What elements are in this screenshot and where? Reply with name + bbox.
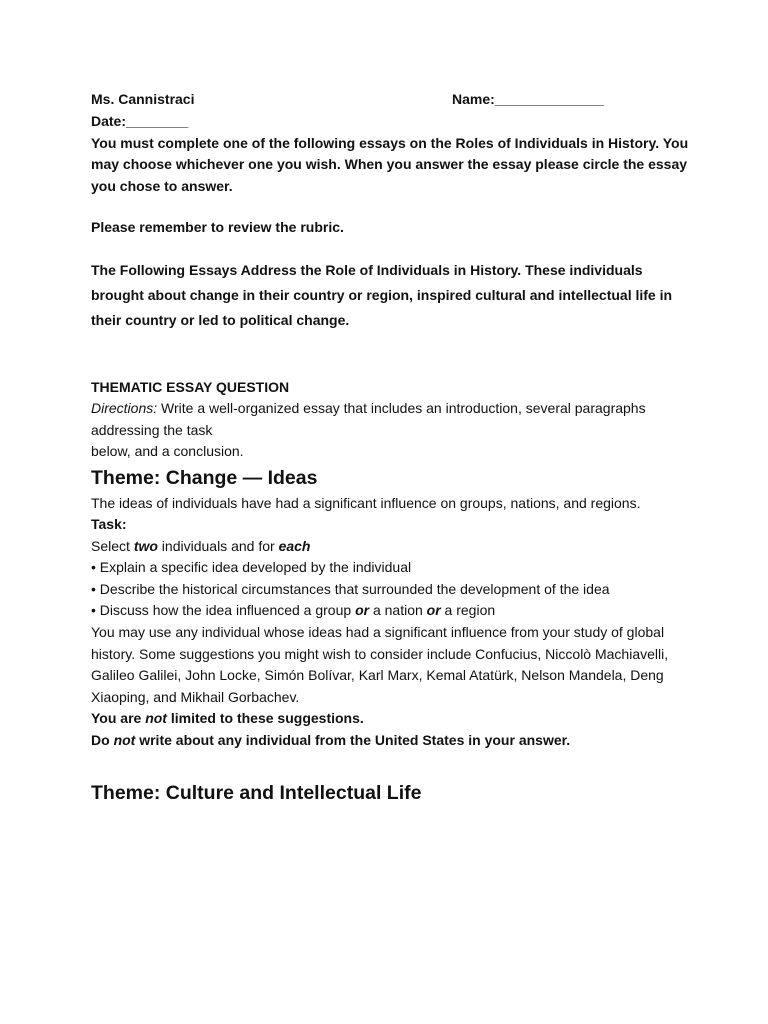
not-limited-note — [91, 708, 691, 730]
do-not-emphasis: not — [113, 732, 136, 749]
directions-label: Directions: — [91, 400, 158, 416]
essay-instructions: You must complete one of the following essays on the Roles of Individuals in History. You may choose whichever one you wish. When you answer the essay please circle the essay you chose to answer. — [91, 134, 689, 194]
date-field: Date:________ — [91, 113, 189, 129]
task-select-text-2: individuals and for — [157, 537, 279, 554]
thematic-essay-heading: THEMATIC ESSAY QUESTION — [91, 378, 290, 395]
not-limited-text-2: limited to these suggestions. — [166, 710, 364, 727]
task-bullet-discuss — [91, 600, 691, 622]
theme-culture-intellectual-title: Theme: Culture and Intellectual Life — [91, 781, 422, 804]
task-select-line — [91, 536, 691, 558]
theme-change-ideas-title: Theme: Change — Ideas — [91, 466, 318, 489]
task-label: Task: — [91, 516, 127, 533]
document-header — [91, 89, 691, 111]
suggestions-paragraph: You may use any individual whose ideas had a significant influence from your study of global history. Some suggestions you might wish to consider include Confucius, Niccolò Machiavelli, Galileo Galilei, John Locke, Simón Bolívar, Karl Marx, Kemal Atatürk, Nelson Mandela, Deng Xiaoping, and Mikhail Gorbachev. — [91, 624, 669, 705]
do-not-text-2: write about any individual from the United States in your answer. — [135, 732, 571, 749]
task-bullet-explain: • Explain a specific idea developed by the individual — [91, 559, 412, 576]
task-section — [91, 493, 691, 752]
teacher-name: Ms. Cannistraci — [91, 91, 195, 107]
essays-overview: The Following Essays Address the Role of Individuals in History. These individuals brought about change in their country or region, inspired cultural and intellectual life in their country or led to political change. — [91, 261, 673, 328]
bullet-discuss-text: • Discuss how the idea influenced a group — [91, 602, 356, 619]
not-limited-emphasis: not — [145, 710, 167, 727]
do-not-text: Do — [91, 732, 114, 749]
bullet-discuss-text-3: a region — [440, 602, 496, 619]
student-name-field: Name:______________ — [452, 91, 604, 107]
directions-text-continued: below, and a conclusion. — [91, 443, 244, 459]
bullet-emphasis-or-2: or — [426, 602, 441, 619]
bullet-discuss-text-2: a nation — [369, 602, 427, 619]
task-select-text: Select — [91, 537, 134, 554]
directions-text: Write a well-organized essay that includes an introduction, several paragraphs addressing the task — [91, 400, 646, 438]
not-limited-text: You are — [91, 710, 146, 727]
task-emphasis-two: two — [133, 537, 158, 554]
document-page — [91, 89, 691, 808]
us-exclusion-note — [91, 730, 691, 752]
task-emphasis-each: each — [278, 537, 311, 554]
bullet-emphasis-or: or — [355, 602, 370, 619]
task-bullet-describe: • Describe the historical circumstances that surrounded the development of the idea — [91, 580, 610, 597]
theme-description: The ideas of individuals have had a significant influence on groups, nations, and regions. — [91, 494, 641, 511]
directions — [91, 398, 691, 441]
rubric-reminder: Please remember to review the rubric. — [91, 219, 344, 235]
